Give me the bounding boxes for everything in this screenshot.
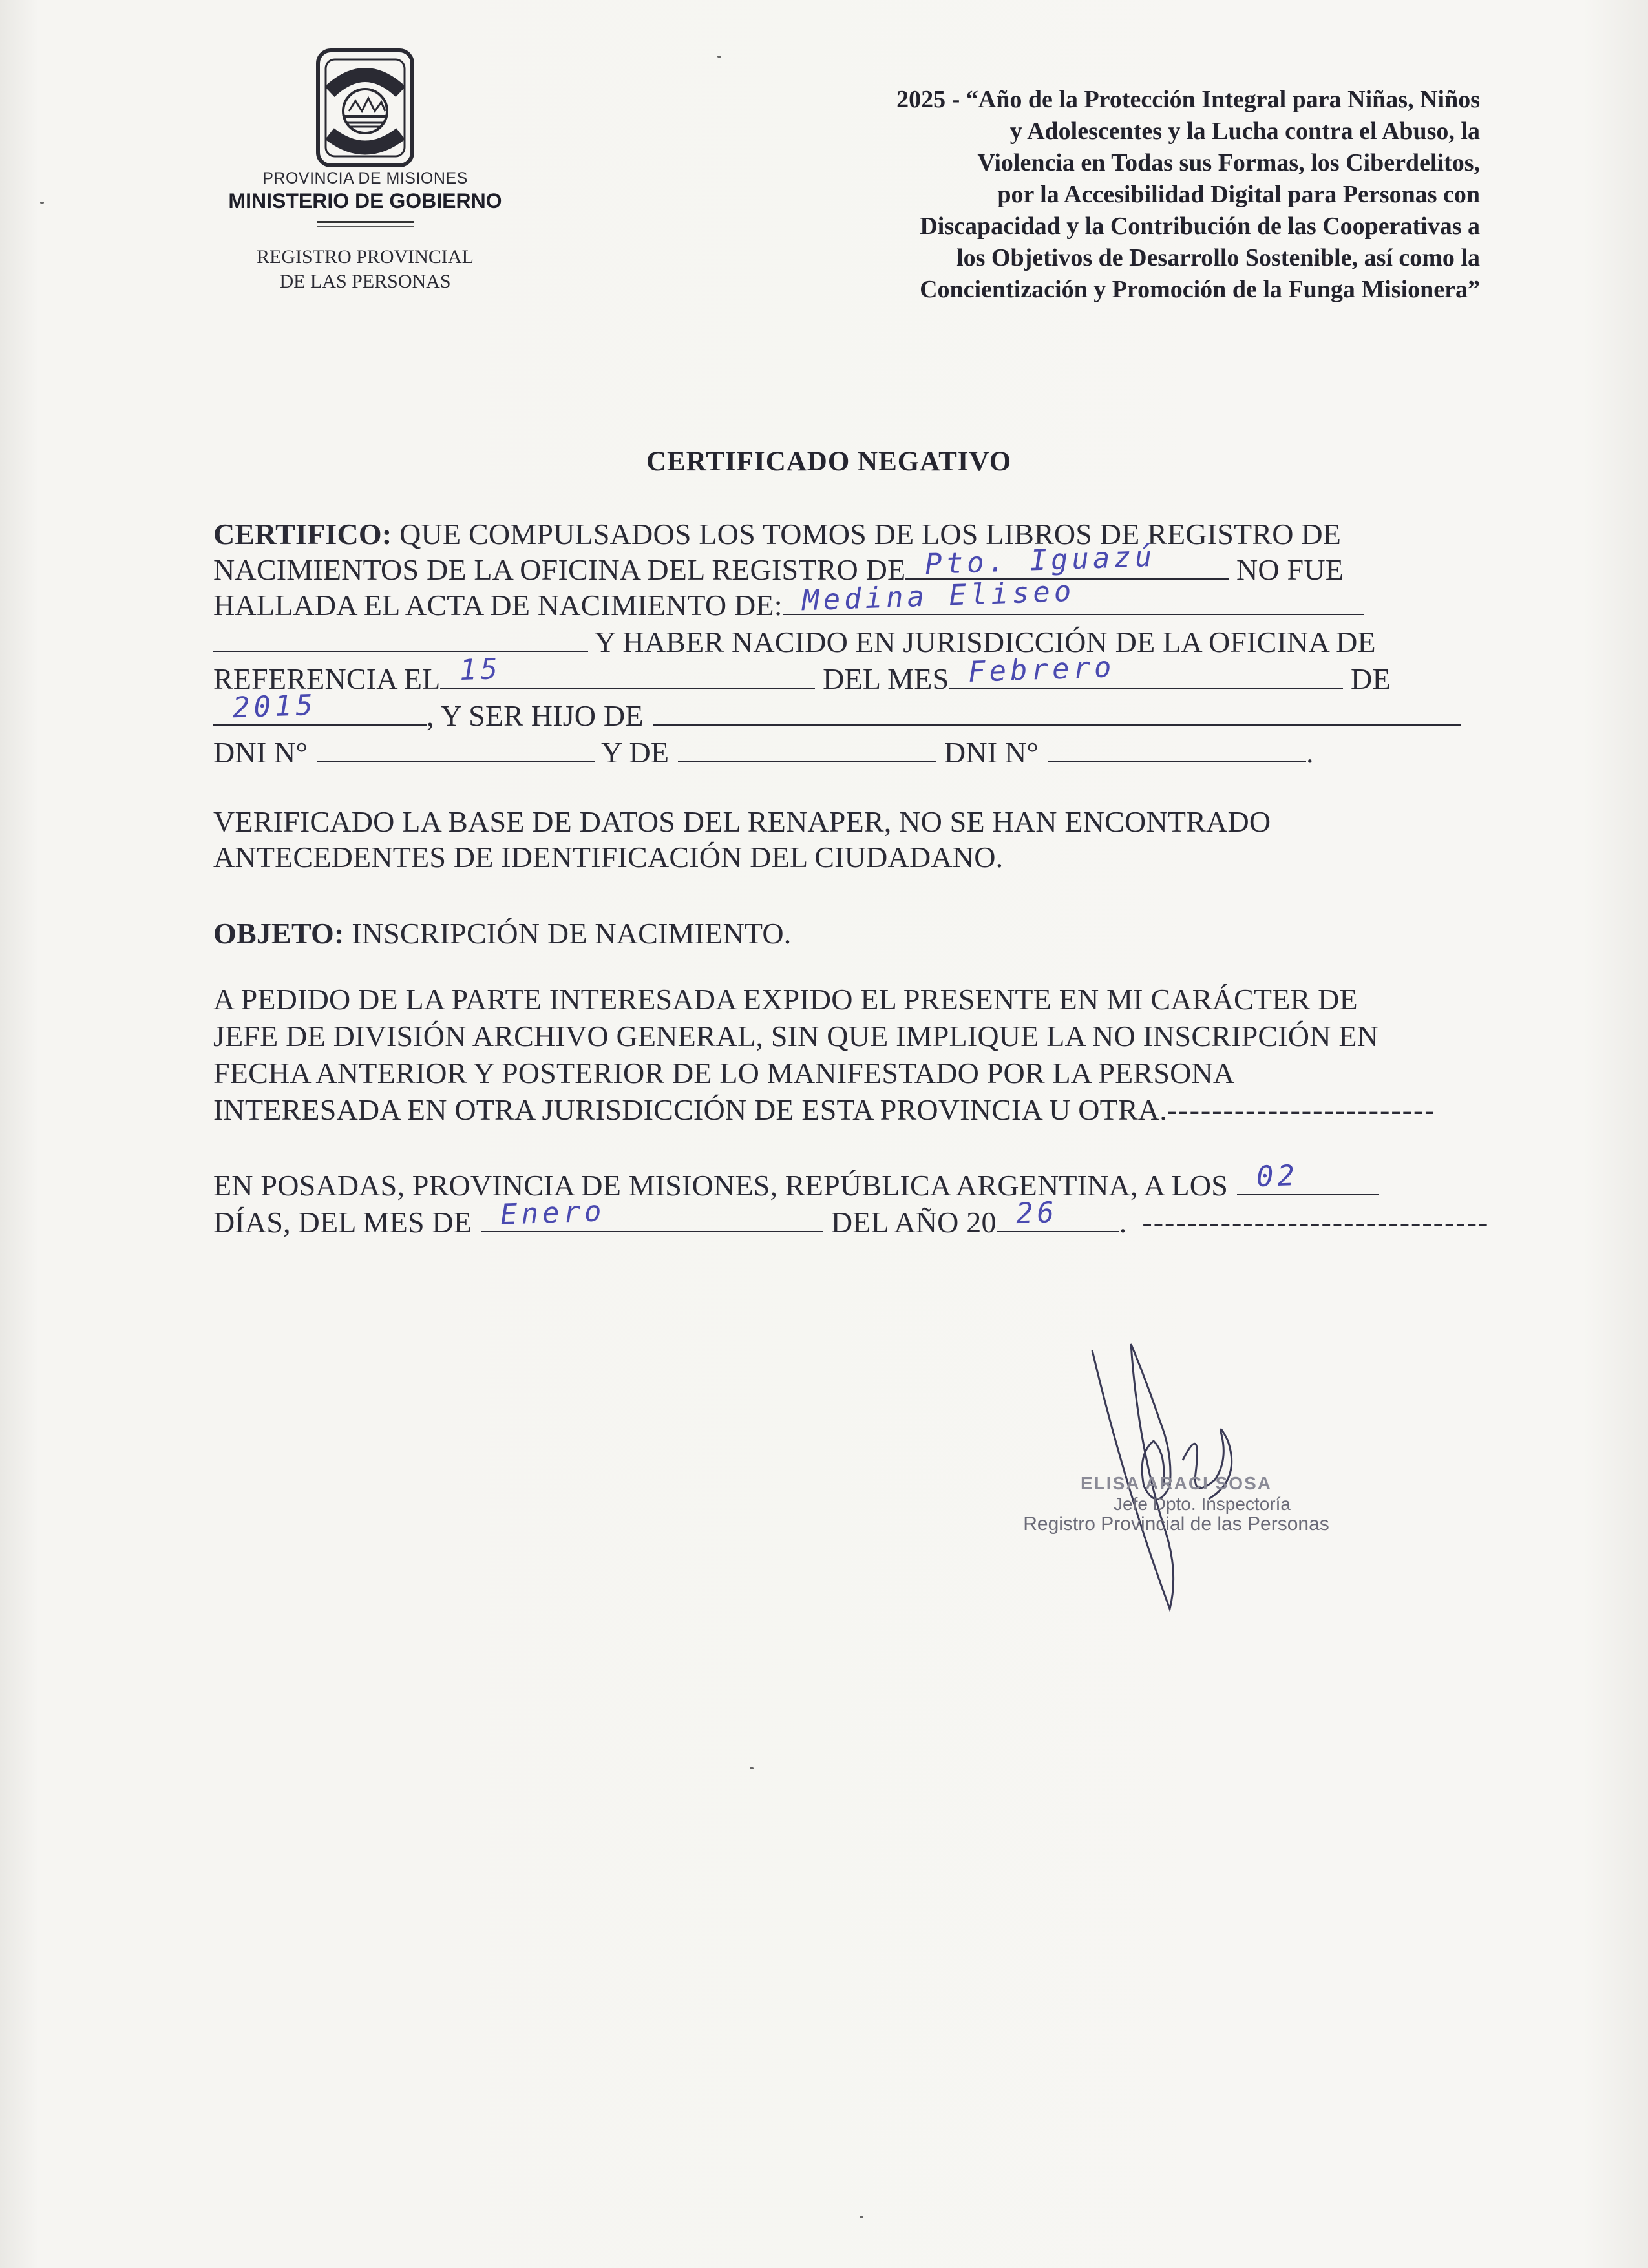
stamp-role: Jefe Dpto. Inspectoría bbox=[1114, 1494, 1291, 1514]
signature-icon bbox=[1034, 1292, 1305, 1628]
text: EN POSADAS, PROVINCIA DE MISIONES, REPÚBLICA ARGENTINA, A LOS bbox=[213, 1169, 1228, 1202]
certifico-line-1 bbox=[213, 517, 1341, 551]
text: Y HABER NACIDO EN JURISDICCIÓN DE LA OFICINA DE bbox=[588, 625, 1376, 658]
text: HALLADA EL ACTA DE NACIMIENTO DE: bbox=[213, 589, 783, 622]
handwritten-value: 15 bbox=[459, 652, 503, 688]
divider bbox=[317, 221, 414, 223]
divider bbox=[317, 226, 414, 227]
certifico-line-4 bbox=[213, 625, 1376, 659]
request-line-4 bbox=[213, 1093, 1436, 1127]
issue-day-field bbox=[1237, 1159, 1379, 1195]
certifico-line-5 bbox=[213, 651, 1391, 696]
handwritten-value: Pto. Iguazú bbox=[924, 540, 1157, 582]
motto-line: Concientización y Promoción de la Funga Misionera” bbox=[920, 276, 1480, 303]
text: DNI N° bbox=[213, 736, 308, 769]
province-seal bbox=[304, 47, 427, 169]
dash-filler: ------------------------ bbox=[1167, 1093, 1436, 1126]
issuer-block bbox=[194, 169, 536, 294]
text: DEL MES bbox=[815, 662, 949, 695]
issue-line-1 bbox=[213, 1159, 1379, 1202]
objeto-line bbox=[213, 916, 792, 950]
stamp-name: ELISA ARACI SOSA bbox=[1081, 1473, 1272, 1493]
scan-speck bbox=[717, 56, 721, 58]
birth-year-field bbox=[213, 688, 427, 726]
certifico-line-3 bbox=[213, 574, 1364, 622]
text: DEL AÑO 20 bbox=[823, 1206, 997, 1239]
request-line-1: A PEDIDO DE LA PARTE INTERESADA EXPIDO EL PRESENTE EN MI CARÁCTER DE bbox=[213, 983, 1358, 1016]
scan-speck bbox=[40, 202, 44, 204]
birth-month-field bbox=[949, 651, 1343, 689]
text: . bbox=[1305, 736, 1314, 769]
motto-line: Discapacidad y la Contribución de las Cooperativas a bbox=[920, 213, 1480, 240]
birth-day-field bbox=[440, 652, 815, 689]
request-line-3: FECHA ANTERIOR Y POSTERIOR DE LO MANIFESTADO POR LA PERSONA bbox=[213, 1056, 1235, 1089]
issue-year-field bbox=[997, 1195, 1119, 1232]
issue-line-2 bbox=[213, 1195, 1490, 1239]
annual-motto bbox=[685, 84, 1480, 306]
scan-speck bbox=[860, 2216, 863, 2218]
registry-line-2: DE LAS PERSONAS bbox=[279, 271, 451, 292]
verification-line-2: ANTECEDENTES DE IDENTIFICACIÓN DEL CIUDADANO. bbox=[213, 841, 1004, 874]
certifico-line-7 bbox=[213, 735, 1314, 770]
handwritten-value: 02 bbox=[1256, 1159, 1299, 1194]
text: DÍAS, DEL MES DE bbox=[213, 1206, 472, 1239]
text: NO FUE bbox=[1229, 553, 1344, 586]
parent-name-field bbox=[653, 700, 1461, 726]
objeto-label: OBJETO: bbox=[213, 917, 344, 950]
request-line-2: JEFE DE DIVISIÓN ARCHIVO GENERAL, SIN QUE IMPLIQUE LA NO INSCRIPCIÓN EN bbox=[213, 1020, 1379, 1053]
handwritten-value: Febrero bbox=[967, 651, 1116, 689]
second-parent-dni-field bbox=[1048, 737, 1306, 762]
handwritten-value: 26 bbox=[1015, 1195, 1059, 1231]
text: , Y SER HIJO DE bbox=[427, 699, 644, 732]
stamp-office: Registro Provincial de las Personas bbox=[1023, 1513, 1329, 1535]
text: INSCRIPCIÓN DE NACIMIENTO. bbox=[344, 917, 792, 950]
ministry-name: MINISTERIO DE GOBIERNO bbox=[228, 189, 502, 213]
registry-line-1: REGISTRO PROVINCIAL bbox=[257, 246, 474, 268]
second-parent-field bbox=[678, 737, 936, 762]
certifico-label: CERTIFICO: bbox=[213, 518, 392, 551]
handwritten-value: Enero bbox=[500, 1195, 606, 1232]
name-continuation-field bbox=[213, 626, 588, 652]
handwritten-value: Medina Eliseo bbox=[801, 574, 1075, 618]
official-stamp bbox=[1008, 1473, 1344, 1535]
seal-emblem-icon bbox=[304, 47, 427, 169]
text: QUE COMPULSADOS LOS TOMOS DE LOS LIBROS DE REGISTRO DE bbox=[392, 518, 1342, 551]
certifico-line-2 bbox=[213, 540, 1344, 587]
parent-dni-field bbox=[317, 737, 595, 762]
dash-filler: ------------------------------- bbox=[1142, 1206, 1490, 1239]
text: DNI N° bbox=[936, 736, 1039, 769]
text: DE bbox=[1343, 662, 1391, 695]
person-name-field bbox=[783, 574, 1364, 618]
motto-line: y Adolescentes y la Lucha contra el Abuso, la bbox=[1009, 118, 1480, 145]
motto-line: Violencia en Todas sus Formas, los Ciberdelitos, bbox=[977, 149, 1480, 176]
text: . bbox=[1119, 1206, 1127, 1239]
text: REFERENCIA EL bbox=[213, 662, 441, 695]
handwritten-value: 2015 bbox=[232, 688, 317, 725]
text: NACIMIENTOS DE LA OFICINA DEL REGISTRO DE bbox=[213, 553, 906, 586]
motto-line: los Objetivos de Desarrollo Sostenible, así como la bbox=[956, 244, 1480, 271]
verification-line-1: VERIFICADO LA BASE DE DATOS DEL RENAPER, NO SE HAN ENCONTRADO bbox=[213, 805, 1271, 838]
issue-month-field bbox=[481, 1195, 823, 1232]
text: Y DE bbox=[595, 736, 670, 769]
document-title: CERTIFICADO NEGATIVO bbox=[646, 446, 1012, 477]
text: INTERESADA EN OTRA JURISDICCIÓN DE ESTA PROVINCIA U OTRA. bbox=[213, 1093, 1167, 1126]
province-name: PROVINCIA DE MISIONES bbox=[262, 169, 468, 187]
motto-line: por la Accesibilidad Digital para Personas con bbox=[997, 181, 1480, 208]
certifico-line-6 bbox=[213, 688, 1461, 733]
motto-line: 2025 - “Año de la Protección Integral para Niñas, Niños bbox=[896, 86, 1480, 113]
scan-speck bbox=[750, 1767, 754, 1769]
